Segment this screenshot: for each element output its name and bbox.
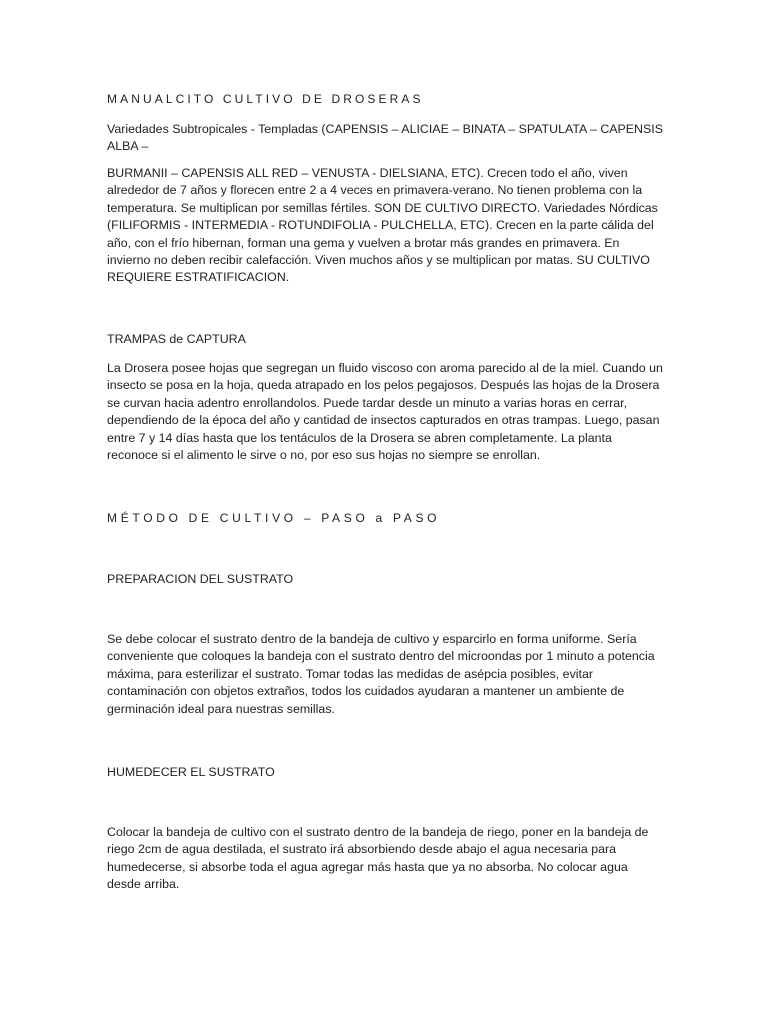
traps-paragraph: La Drosera posee hojas que segregan un fluido viscoso con aroma parecido al de la miel. Cuando un insecto se posa en la hoja, queda atrapado en los pelos pegajosos. Después las hojas de la Drosera se curvan hacia adentro enrollandolos. Puede tardar desde un minuto a varias horas en cerrar, dependiendo de la época del año y cantidad de insectos capturados en otras trampas. Luego, pasan entre 7 y 14 días hasta que los tentáculos de la Drosera se abren completamente. La planta reconoce si el alimento le sirve o no, por eso sus hojas no siempre se enrollan. (107, 361, 663, 463)
substrate-paragraph: Se debe colocar el sustrato dentro de la bandeja de cultivo y esparcirlo en forma uniforme. Sería conveniente que coloques la bandeja con el sustrato dentro del microondas por 1 minuto a potencia máxima, para esterilizar el sustrato. Tomar todas las medidas de asépcia posibles, evitar contaminación con objetos extraños, todos los cuidados ayudaran a mantener un ambiente de germinación ideal para nuestras semillas. (107, 632, 655, 716)
humidify-paragraph: Colocar la bandeja de cultivo con el sustrato dentro de la bandeja de riego, poner en la bandeja de riego 2cm de agua destilada, el sustrato irá absorbiendo desde abajo el agua necesaria para humedecerse, si absorbe toda el agua agregar más hasta que ya no absorba. No colocar agua desde arriba. (107, 825, 649, 892)
varieties-paragraph: BURMANII – CAPENSIS ALL RED – VENUSTA - DIELSIANA, ETC). Crecen todo el año, viven alrededor de 7 años y florecen entre 2 a 4 veces en primavera-verano. No tienen problema con la temperatura. Se multiplican por semillas fértiles. SON DE CULTIVO DIRECTO. Variedades Nórdicas (FILIFORMIS - INTERMEDIA - ROTUNDIFOLIA - PULCHELLA, ETC). Crecen en la parte cálida del año, con el frío hibernan, forman una gema y vuelven a brotar más grandes en primavera. En invierno no deben recibir calefacción. Viven muchos años y se multiplican por matas. SU CULTIVO REQUIERE ESTRATIFICACION. (107, 166, 658, 285)
document-title: MANUALCITO CULTIVO DE DROSERAS (107, 92, 424, 106)
intro-paragraph: Variedades Subtropicales - Templadas (CAPENSIS – ALICIAE – BINATA – SPATULATA – CAPENSIS ALBA – (107, 122, 663, 154)
method-heading: MÉTODO DE CULTIVO – PASO a PASO (107, 511, 441, 525)
substrate-heading: PREPARACION DEL SUSTRATO (107, 572, 294, 586)
humidify-heading: HUMEDECER EL SUSTRATO (107, 765, 275, 779)
traps-heading: TRAMPAS de CAPTURA (107, 332, 246, 346)
